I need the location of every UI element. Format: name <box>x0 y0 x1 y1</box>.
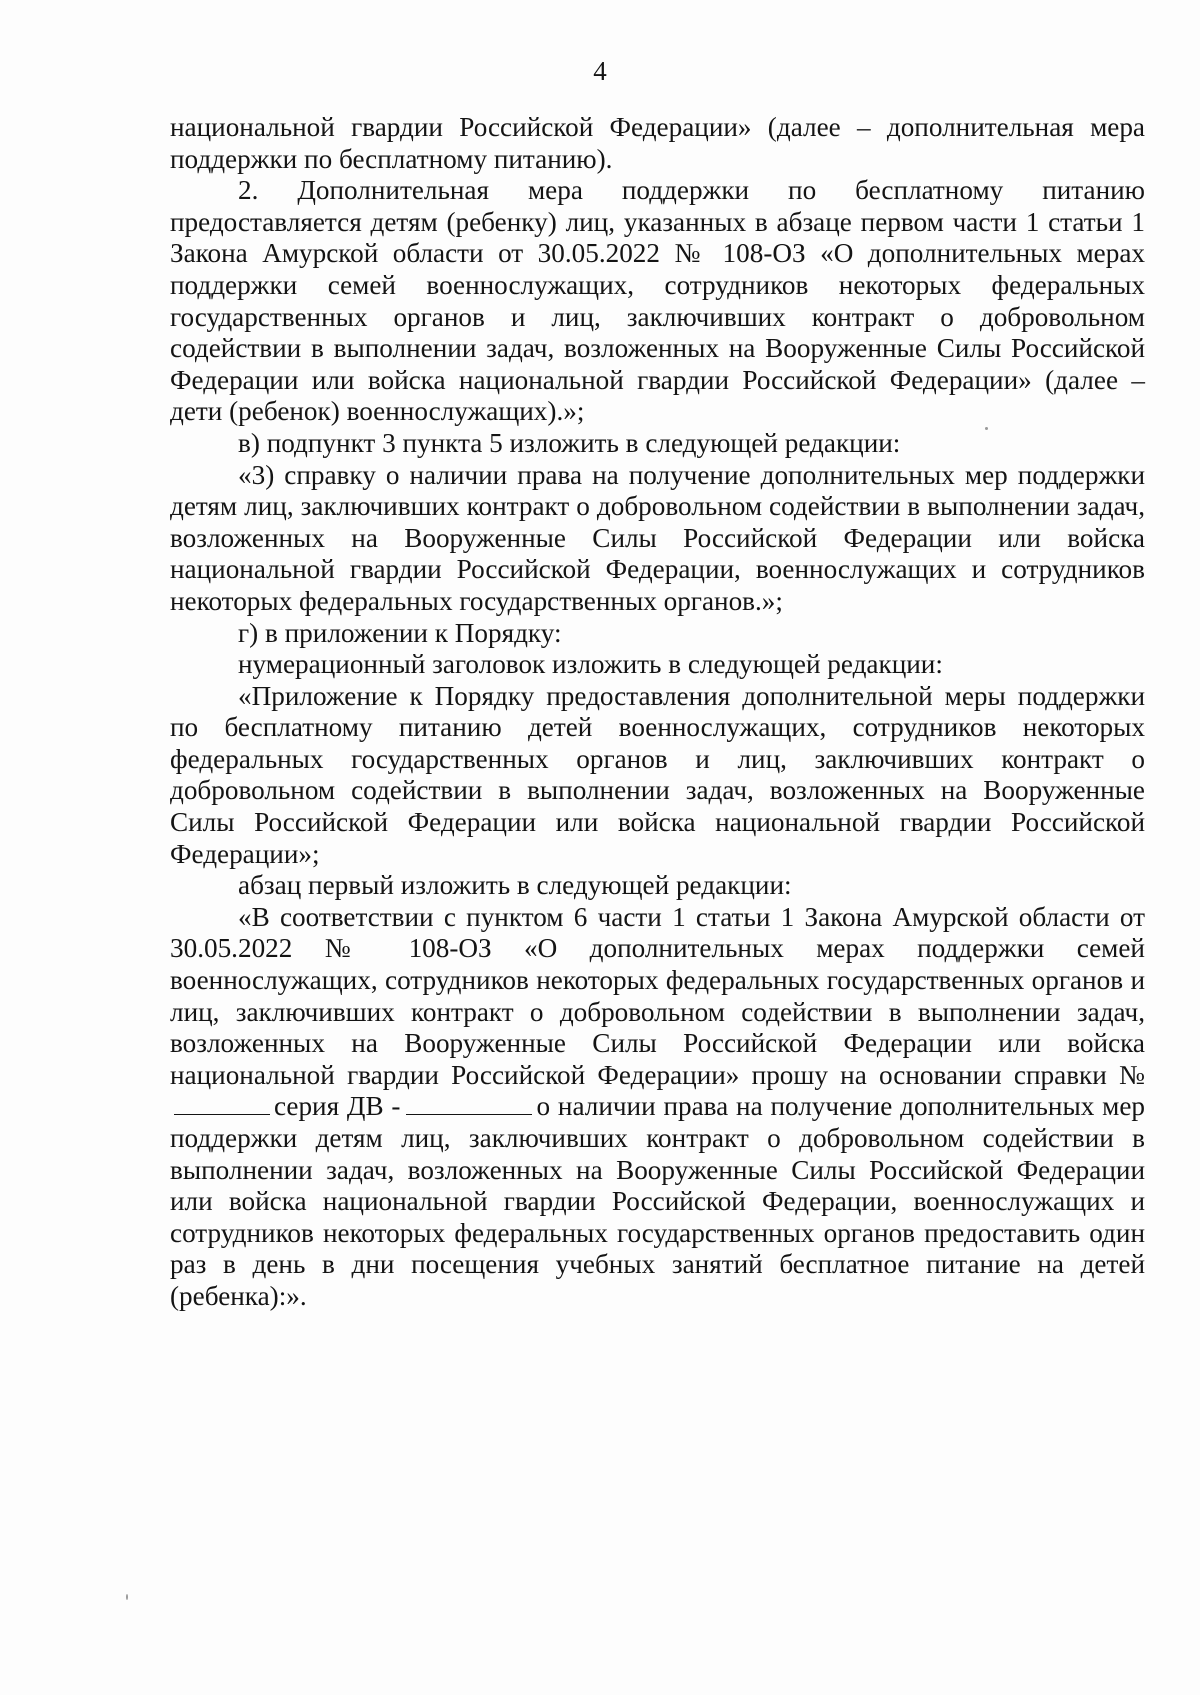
quote-text-part-2: серия ДВ - <box>274 1091 401 1122</box>
paragraph-subitem-g: г) в приложении к Порядку: <box>238 617 562 648</box>
page-number: 4 <box>593 56 607 86</box>
paragraph-item-2: 2. Дополнительная мера поддержки по бесплатному питанию предоставляется детям (ребенку) лиц, указанных в абзаце первом части 1 статьи 1 Закона Амурской области от 30.05.2022 № 108-ОЗ «О дополнительных мерах поддержки семей военнослужащих, сотрудников некоторых федеральных государственных органов и лиц, заключивших контракт о добровольном содействии в выполнении задач, возложенных на Вооруженные Силы Российской Федерации или войска национальной гвардии Российской Федерации» (далее – дети (ребенок) военнослужащих).»; <box>170 175 1145 427</box>
paragraph-first-instruction: абзац первый изложить в следующей редакции: <box>238 870 792 901</box>
document-body <box>170 112 1145 1313</box>
paragraph-quote-first-paragraph <box>170 902 1145 1313</box>
paragraph-subitem-v: в) подпункт 3 пункта 5 изложить в следующей редакции: <box>238 427 901 458</box>
paragraph-quote-subitem-3: «3) справку о наличии права на получение дополнительных мер поддержки детям лиц, заключивших контракт о добровольном содействии в выполнении задач, возложенных на Вооруженные Силы Российской Федерации или войска национальной гвардии Российской Федерации, военнослужащих и сотрудников некоторых федеральных государственных органов.»; <box>170 459 1145 616</box>
scan-speck <box>985 427 988 430</box>
certificate-number-blank <box>174 1092 270 1115</box>
certificate-series-blank <box>406 1092 532 1115</box>
scan-speck <box>126 1594 128 1600</box>
paragraph-heading-instruction: нумерационный заголовок изложить в следующей редакции: <box>238 649 943 680</box>
paragraph-continuation: национальной гвардии Российской Федерации» (далее – дополнительная мера поддержки по бесплатному питанию). <box>170 112 1145 174</box>
paragraph-quote-appendix-heading: «Приложение к Порядку предоставления дополнительной меры поддержки по бесплатному питанию детей военнослужащих, сотрудников некоторых федеральных государственных органов и лиц, заключивших контракт о добровольном содействии в выполнении задач, возложенных на Вооруженные Силы Российской Федерации или войска национальной гвардии Российской Федерации»; <box>170 680 1145 869</box>
quote-text-part-1: «В соответствии с пунктом 6 части 1 статьи 1 Закона Амурской области от 30.05.2022 № 108-ОЗ «О дополнительных мерах поддержки семей военнослужащих, сотрудников некоторых федеральных государственных органов и лиц, заключивших контракт о добровольном содействии в выполнении задач, возложенных на Вооруженные Силы Российской Федерации или войска национальной гвардии Российской Федерации» прошу на основании справки № <box>170 901 1145 1090</box>
quote-text-part-3: о наличии права на получение дополнительных мер поддержки детям лиц, заключивших контракт о добровольном содействии в выполнении задач, возложенных на Вооруженные Силы Российской Федерации или войска национальной гвардии Российской Федерации, военнослужащих и сотрудников некоторых федеральных государственных органов предоставить один раз в день в дни посещения учебных занятий бесплатное питание на детей (ребенка):». <box>170 1091 1145 1311</box>
